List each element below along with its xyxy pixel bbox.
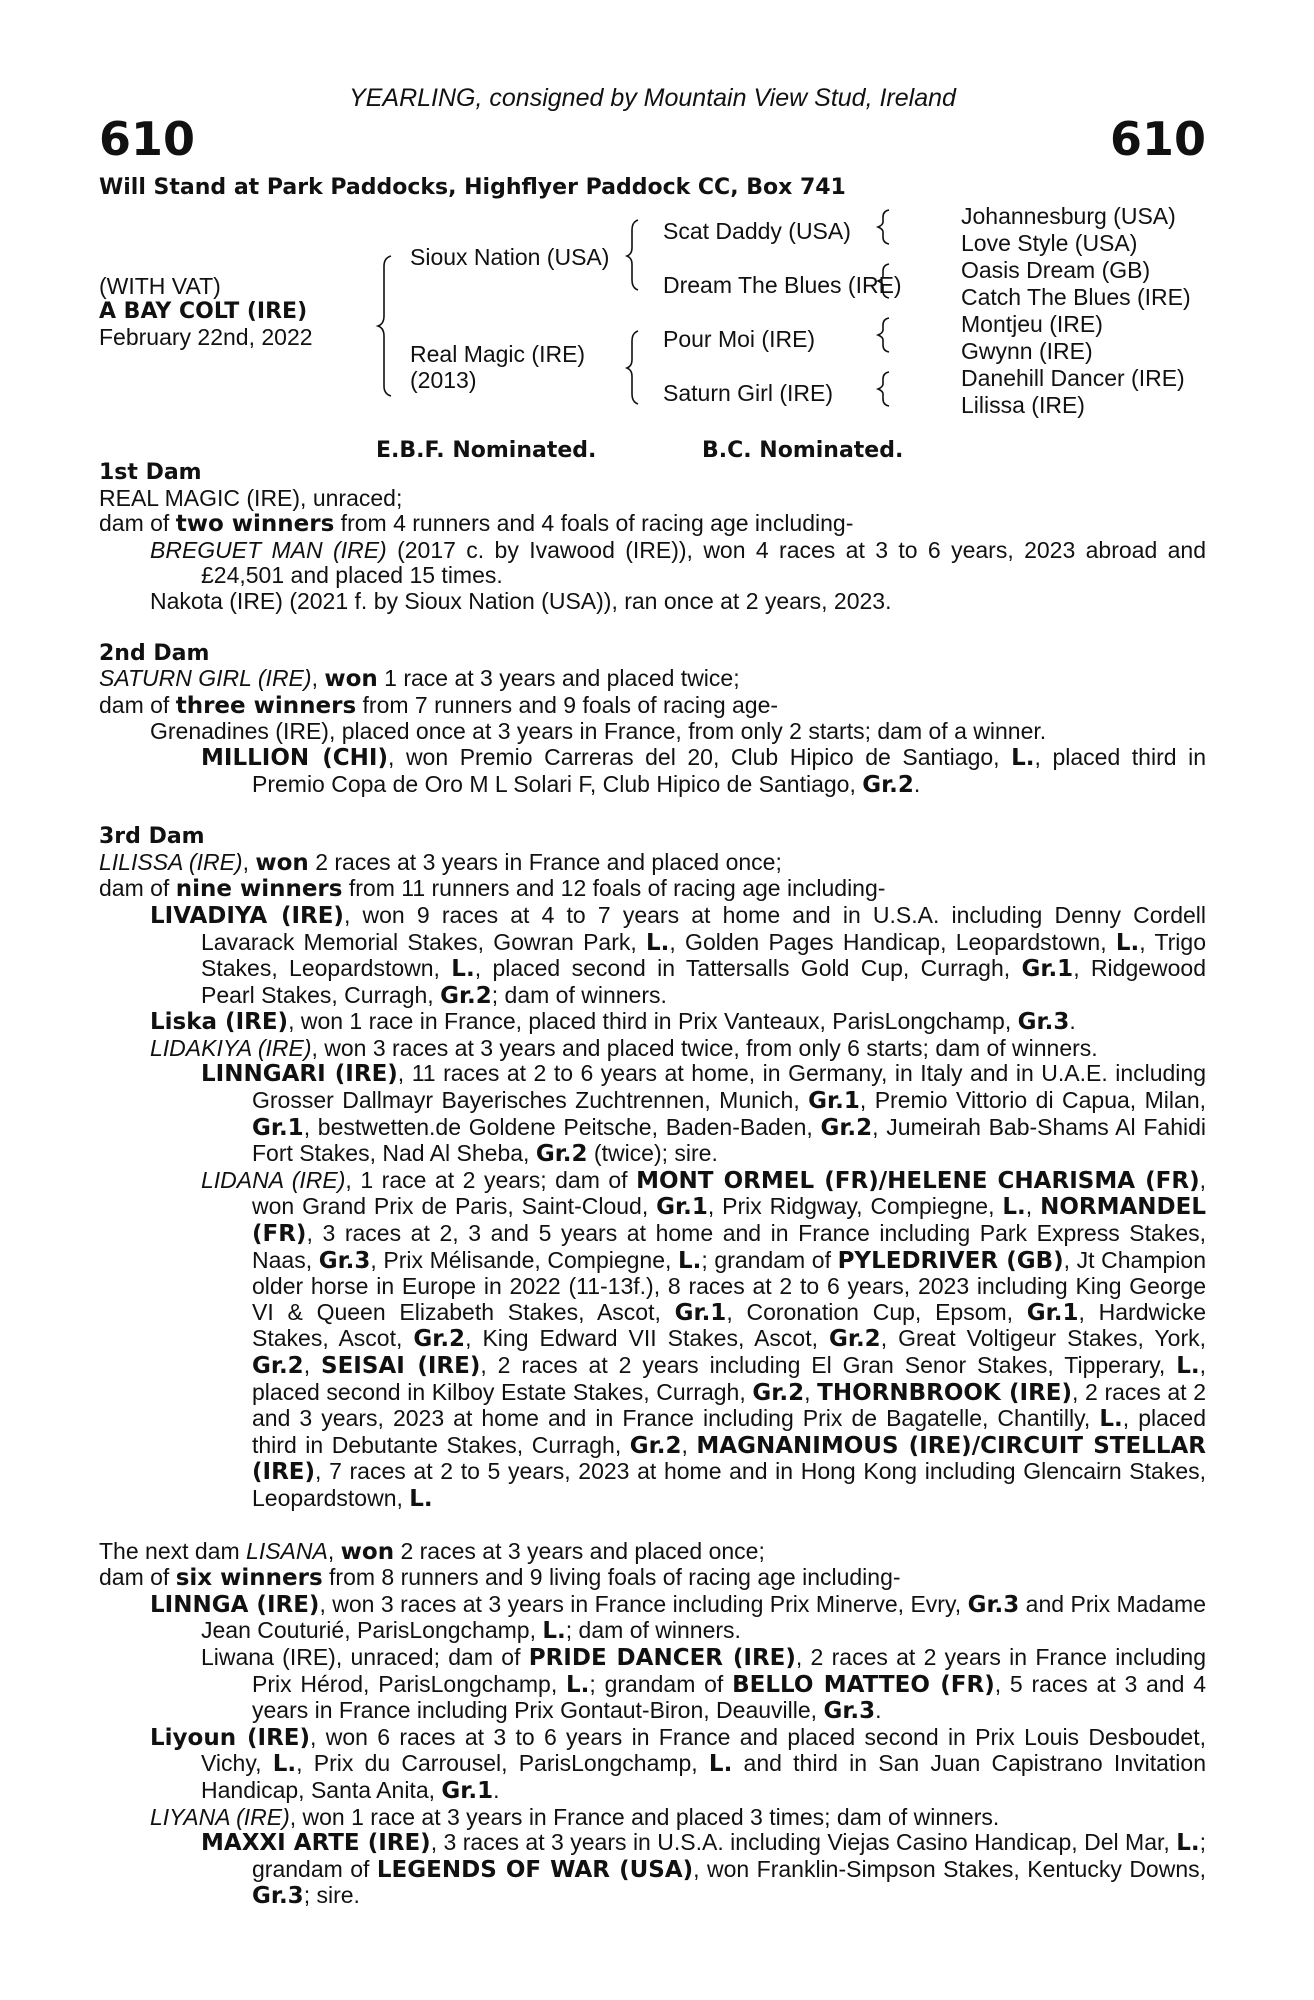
- second-dam-heading: 2nd Dam: [99, 640, 210, 666]
- dam-produce-records: [99, 460, 1206, 1910]
- horse-name: A BAY COLT (IRE): [99, 299, 308, 324]
- produce-liwana: Liwana (IRE), unraced; dam of PRIDE DANCER (IRE), 2 races at 2 years in France including Prix Hérod, ParisLongchamp, L.; grandam of BELLO MATTEO (FR), 5 races at 3 and 4 years in France including Prix Gontaut-Biron, Deauville, Gr.3.: [201, 1643, 1206, 1725]
- bc-nominated: B.C. Nominated.: [702, 438, 904, 463]
- ped-dds: Danehill Dancer (IRE): [961, 365, 1185, 391]
- ped-ddd: Lilissa (IRE): [961, 392, 1085, 418]
- sire: Sioux Nation (USA): [410, 244, 610, 270]
- stand-location: Will Stand at Park Paddocks, Highflyer Paddock CC, Box 741: [99, 175, 846, 200]
- sire-sire: Scat Daddy (USA): [663, 218, 851, 244]
- ped-dsd: Gwynn (IRE): [961, 338, 1093, 364]
- dam-dam: Saturn Girl (IRE): [663, 380, 833, 406]
- produce-liyoun: Liyoun (IRE), won 6 races at 3 to 6 years in France and placed second in Prix Louis Desboudet, Vichy, L., Prix du Carrousel, ParisLongchamp, L. and third in San Juan Capistrano Invitation Handicap, Santa Anita, Gr.1.: [150, 1723, 1207, 1804]
- produce-nakota: Nakota (IRE) (2021 f. by Sioux Nation (USA)), ran once at 2 years, 2023.: [150, 587, 892, 614]
- third-dam-summary: dam of nine winners from 11 runners and 12 foals of racing age including-: [99, 875, 886, 903]
- ped-sss: Johannesburg (USA): [961, 203, 1176, 229]
- foaling-date: February 22nd, 2022: [99, 324, 313, 350]
- pedigree-table: [99, 200, 1206, 425]
- produce-liska: Liska (IRE), won 1 race in France, placed third in Prix Vanteaux, ParisLongchamp, Gr.3.: [150, 1008, 1076, 1036]
- third-dam-line: LILISSA (IRE), won 2 races at 3 years in France and placed once;: [99, 848, 782, 876]
- produce-livadiya: LIVADIYA (IRE), won 9 races at 4 to 7 years at home and in U.S.A. including Denny Cordell Lavarack Memorial Stakes, Gowran Park, L., Golden Pages Handicap, Leopardstown, L., Trigo Stakes, Leopardstown, L., placed second in Tattersalls Gold Cup, Curragh, Gr.1, Ridgewood Pearl Stakes, Curragh, Gr.2; dam of winners.: [150, 901, 1207, 1009]
- dam: Real Magic (IRE): [410, 341, 586, 367]
- produce-linnga: LINNGA (IRE), won 3 races at 3 years in France including Prix Minerve, Evry, Gr.3 and Prix Madame Jean Couturié, ParisLongchamp, L.; dam of winners.: [150, 1590, 1206, 1645]
- ped-sds: Oasis Dream (GB): [961, 257, 1151, 283]
- produce-linngari: LINNGARI (IRE), 11 races at 2 to 6 years at home, in Germany, in Italy and in U.A.E. including Grosser Dallmayr Bayerisches Zuchtrennen, Munich, Gr.1, Premio Vittorio di Capua, Milan, Gr.1, bestwetten.de Goldene Peitsche, Baden-Baden, Gr.2, Jumeirah Bab-Shams Al Fahidi Fort Stakes, Nad Al Sheba, Gr.2 (twice); sire.: [201, 1060, 1206, 1168]
- first-dam-summary: dam of two winners from 4 runners and 4 foals of racing age including-: [99, 510, 854, 538]
- second-dam-summary: dam of three winners from 7 runners and 9 foals of racing age-: [99, 691, 779, 719]
- dam-sire: Pour Moi (IRE): [663, 326, 816, 352]
- lot-number-left: 610: [99, 112, 196, 166]
- produce-maxxi-arte: MAXXI ARTE (IRE), 3 races at 3 years in U.S.A. including Viejas Casino Handicap, Del Mar, L.; grandam of LEGENDS OF WAR (USA), won Franklin-Simpson Stakes, Kentucky Downs, Gr.3; sire.: [201, 1829, 1207, 1910]
- consignment-subtitle: YEARLING, consigned by Mountain View Stud, Ireland: [349, 84, 956, 112]
- ebf-nominated: E.B.F. Nominated.: [376, 438, 597, 463]
- dam-year: (2013): [410, 367, 477, 393]
- second-dam-line: SATURN GIRL (IRE), won 1 race at 3 years and placed twice;: [99, 665, 740, 693]
- produce-lidakiya: LIDAKIYA (IRE), won 3 races at 3 years and placed twice, from only 6 starts; dam of winners.: [150, 1034, 1098, 1061]
- lot-header: [99, 84, 1206, 164]
- produce-liyana: LIYANA (IRE), won 1 race at 3 years in France and placed 3 times; dam of winners.: [150, 1803, 1000, 1830]
- next-dam-summary: dam of six winners from 8 runners and 9 living foals of racing age including-: [99, 1564, 901, 1592]
- third-dam-heading: 3rd Dam: [99, 824, 205, 850]
- first-dam-heading: 1st Dam: [99, 460, 202, 485]
- ped-ssd: Love Style (USA): [961, 230, 1138, 256]
- produce-breguet-man: BREGUET MAN (IRE) (2017 c. by Ivawood (IRE)), won 4 races at 3 to 6 years, 2023 abroad and £24,501 and placed 15 times.: [150, 536, 1206, 589]
- next-dam-line: The next dam LISANA, won 2 races at 3 years and placed once;: [99, 1537, 765, 1565]
- produce-grenadines: Grenadines (IRE), placed once at 3 years in France, from only 2 starts; dam of a winner.: [150, 718, 1047, 745]
- ped-dss: Montjeu (IRE): [961, 311, 1103, 337]
- produce-million: MILLION (CHI), won Premio Carreras del 20, Club Hipico de Santiago, L., placed third in Premio Copa de Oro M L Solari F, Club Hipico de Santiago, Gr.2.: [201, 743, 1206, 798]
- lot-number-right: 610: [1109, 112, 1206, 166]
- vat-note: (WITH VAT): [99, 273, 221, 299]
- ped-sdd: Catch The Blues (IRE): [961, 284, 1191, 310]
- produce-lidana: LIDANA (IRE), 1 race at 2 years; dam of MONT ORMEL (FR)/HELENE CHARISMA (FR), won Grand Prix de Paris, Saint-Cloud, Gr.1, Prix Ridgway, Compiegne, L., NORMANDEL (FR), 3 races at 2, 3 and 5 years at home and in France including Park Express Stakes, Naas, Gr.3, Prix Mélisande, Compiegne, L.; grandam of PYLEDRIVER (GB), Jt Champion older horse in Europe in 2022 (11-13f.), 8 races at 2 to 6 years, 2023 including King George VI & Queen Elizabeth Stakes, Ascot, Gr.1, Coronation Cup, Epsom, Gr.1, Hardwicke Stakes, Ascot, Gr.2, King Edward VII Stakes, Ascot, Gr.2, Great Voltigeur Stakes, York, Gr.2, SEISAI (IRE), 2 races at 2 years including El Gran Senor Stakes, Tipperary, L., placed second in Kilboy Estate Stakes, Curragh, Gr.2, THORNBROOK (IRE), 2 races at 2 and 3 years, 2023 at home and in France including Prix de Bagatelle, Chantilly, L., placed third in Debutante Stakes, Curragh, Gr.2, MAGNANIMOUS (IRE)/CIRCUIT STELLAR (IRE), 7 races at 2 to 5 years, 2023 at home and in Hong Kong including Glencairn Stakes, Leopardstown, L.: [201, 1166, 1207, 1512]
- first-dam-line: REAL MAGIC (IRE), unraced;: [99, 484, 403, 511]
- sire-dam: Dream The Blues (IRE): [663, 272, 902, 298]
